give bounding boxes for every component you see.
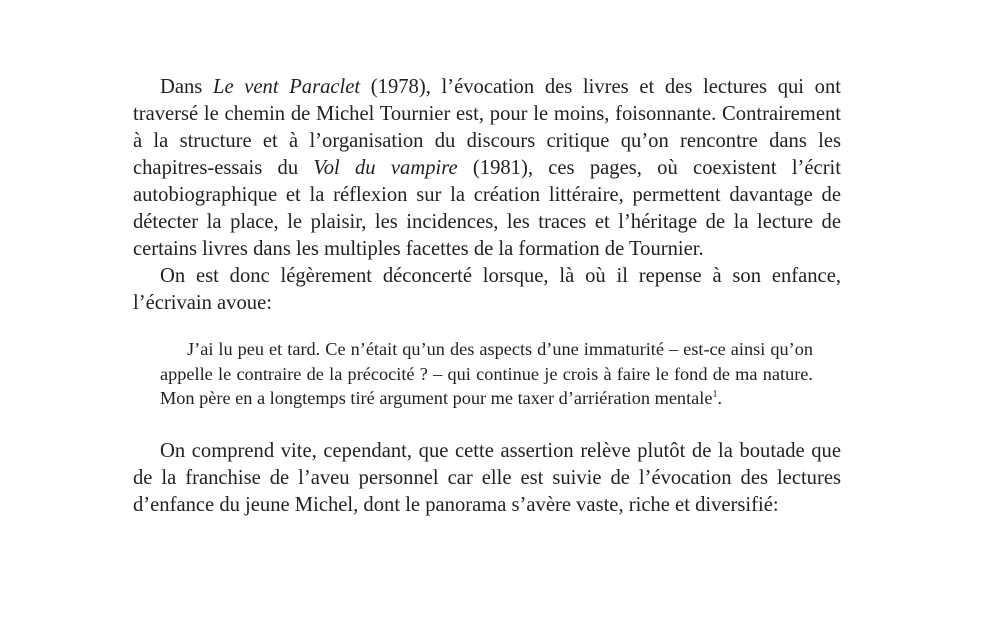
paragraph-1 xyxy=(133,74,841,263)
block-quote xyxy=(160,337,813,411)
block-quote-text: J’ai lu peu et tard. Ce n’était qu’un des aspects d’une immaturité – est-ce ainsi qu’on appelle le contraire de la précocité ? – qui continue je crois à faire le fond de ma nature. Mon père en a longtemps tiré argument pour me taxer d’arriération mentale xyxy=(160,339,813,408)
paragraph-3: On comprend vite, cependant, que cette assertion relève plutôt de la boutade que de la franchise de l’aveu personnel car elle est suivie de l’évocation des lectures d’enfance du jeune Michel, dont le panorama s’avère vaste, riche et diversifié: xyxy=(133,439,841,516)
book-title-vol-du-vampire: Vol du vampire xyxy=(313,157,458,179)
footnote-reference[interactable]: 1 xyxy=(712,388,718,400)
document-page xyxy=(133,74,841,519)
paragraph-2: On est donc légèrement déconcerté lorsque, là où il repense à son enfance, l’écrivain avoue: xyxy=(133,265,841,314)
paragraph-1-text-b: (1978), l’évocation des livres et des lectures qui ont traversé le chemin de Michel Tournier est, pour le moins, foisonnante. Contrairement à la structure et à l’organisation du discours critique qu’on rencontre dans les chapitres-essais du xyxy=(133,76,841,179)
paragraph-1-text-c: (1981), ces pages, où coexistent l’écrit autobiographique et la réflexion sur la création littéraire, permettent davantage de détecter la place, le plaisir, les incidences, les traces et l’héritage de la lecture de certains livres dans les multiples facettes de la formation de Tournier. xyxy=(133,157,841,260)
block-quote-end: . xyxy=(717,388,723,408)
book-title-le-vent-paraclet: Le vent Paraclet xyxy=(213,76,361,98)
paragraph-1-text-a: Dans xyxy=(160,76,213,98)
